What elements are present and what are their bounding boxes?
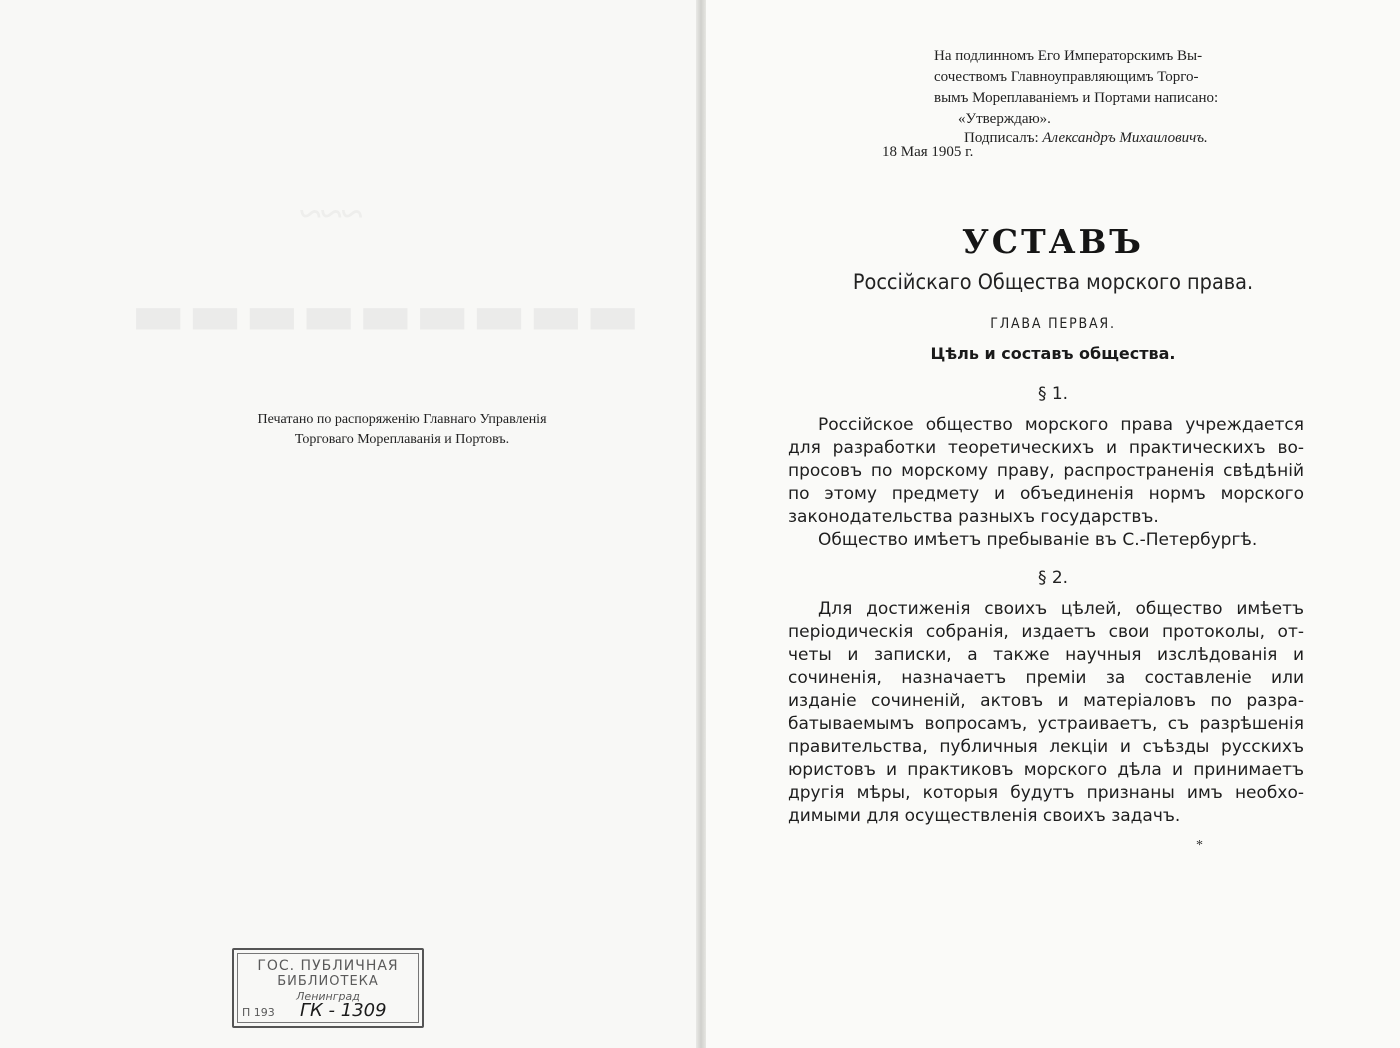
printing-note bbox=[212, 410, 592, 450]
section-2-line: Для достиженія своихъ цѣлей, общество имѣетъ bbox=[818, 599, 1304, 619]
library-stamp bbox=[232, 948, 424, 1028]
section-1-text bbox=[788, 414, 1304, 552]
signature-line bbox=[964, 130, 1208, 147]
section-2-line: изданіе сочиненій, актовъ и матеріаловъ по разра- bbox=[788, 691, 1304, 711]
section-2-mark: § 2. bbox=[1037, 568, 1069, 588]
chapter-title: Цѣль и составъ общества. bbox=[930, 344, 1176, 363]
section-1-residence: Общество имѣетъ пребываніе въ С.-Петербургѣ. bbox=[818, 530, 1258, 550]
left-page bbox=[0, 0, 696, 1048]
approval-note bbox=[934, 46, 1400, 130]
right-page bbox=[706, 0, 1400, 1048]
bleed-through-decoration bbox=[300, 190, 362, 237]
section-2-line: періодическія собранія, издаетъ свои протоколы, от- bbox=[788, 622, 1304, 642]
section-2-line: сочиненія, назначаетъ преміи за составленіе или bbox=[788, 668, 1304, 688]
section-2-line: юристовъ и практиковъ морского дѣла и принимаетъ bbox=[788, 760, 1304, 780]
section-2-text bbox=[788, 598, 1304, 828]
stamp-shelfmark: ГК - 1309 bbox=[300, 1000, 387, 1021]
section-1-line: Россійское общество морского права учреждается bbox=[818, 415, 1304, 435]
stamp-line-1: ГОС. ПУБЛИЧНАЯ bbox=[257, 958, 399, 974]
approval-line-3: вымъ Мореплаваніемъ и Портами написано: bbox=[934, 90, 1219, 106]
section-2-line: другія мѣры, которыя будутъ признаны имъ необхо- bbox=[788, 783, 1304, 803]
section-2-line: димыми для осуществленія своихъ задачъ. bbox=[788, 806, 1181, 826]
section-2-line: правительства, публичныя лекціи и съѣзды русскихъ bbox=[788, 737, 1304, 757]
approval-line-2: сочествомъ Главноуправляющимъ Торго- bbox=[934, 69, 1199, 85]
document-title: УСТАВЪ bbox=[962, 222, 1144, 261]
section-1-line: по этому предмету и объединенія нормъ морского bbox=[788, 484, 1304, 504]
chapter-heading: ГЛАВА ПЕРВАЯ. bbox=[990, 316, 1116, 332]
printing-note-line-1: Печатано по распоряженію Главнаго Управленія bbox=[257, 412, 547, 427]
document-subtitle: Россійскаго Общества морского права. bbox=[852, 270, 1254, 294]
bleed-through-title: ▬▬▬▬▬▬▬▬▬ bbox=[128, 280, 640, 348]
approval-line-4: «Утверждаю». bbox=[958, 111, 1051, 127]
stamp-line-4: П 193 bbox=[242, 1006, 275, 1019]
section-1-mark: § 1. bbox=[1037, 384, 1069, 404]
section-2-line: батываемымъ вопросамъ, устраиваетъ, съ разрѣшенія bbox=[788, 714, 1304, 734]
signed-name: Александръ Михаиловичъ. bbox=[1042, 130, 1208, 146]
book-gutter bbox=[696, 0, 706, 1048]
section-1-line: просовъ по морскому праву, распространенія свѣдѣній bbox=[788, 461, 1304, 481]
printing-note-line-2: Торговаго Мореплаванія и Портовъ. bbox=[294, 432, 510, 447]
signed-label: Подписалъ: bbox=[964, 130, 1039, 146]
stamp-line-3: Ленинград bbox=[296, 990, 360, 1003]
section-1-line: законодательства разныхъ государствъ. bbox=[788, 507, 1159, 527]
approval-date: 18 Мая 1905 г. bbox=[882, 144, 974, 160]
section-1-line: для разработки теоретическихъ и практическихъ во- bbox=[788, 438, 1304, 458]
footnote-asterisk: * bbox=[1196, 838, 1203, 853]
approval-line-1: На подлинномъ Его Императорскимъ Вы- bbox=[934, 48, 1203, 64]
section-2-line: четы и записки, а также научныя изслѣдованія и bbox=[788, 645, 1304, 665]
stamp-line-2: БИБЛИОТЕКА bbox=[277, 974, 379, 989]
